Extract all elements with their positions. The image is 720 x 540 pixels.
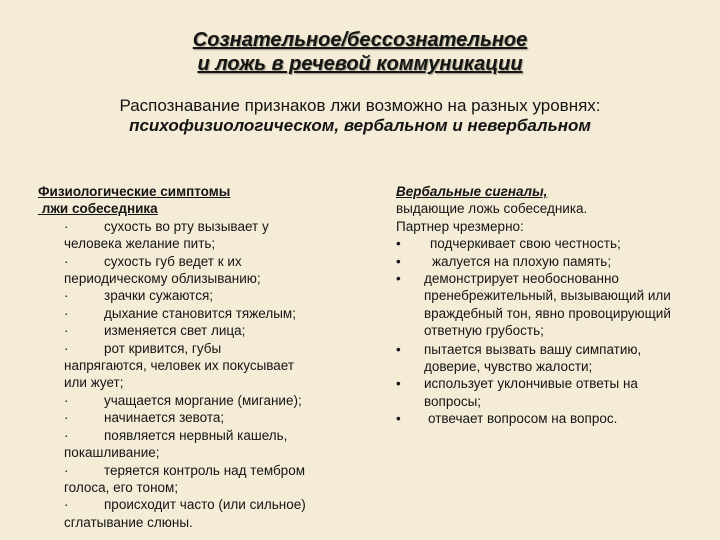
- verbal-signal-item: • подчеркивает свою честность;: [396, 236, 621, 252]
- symptom-line: · изменяется свет лица;: [64, 323, 246, 339]
- title-line-1: Сознательное/бессознательное: [192, 29, 528, 51]
- symptom-line: · происходит часто (или сильное): [64, 497, 306, 513]
- bullet-dot: ·: [64, 410, 69, 426]
- verbal-intro-line-1: выдающие ложь собеседника.: [396, 201, 588, 217]
- bullet-icon: •: [396, 411, 401, 427]
- verbal-signal-item: • жалуется на плохую память;: [396, 253, 612, 269]
- intro-line-1: Распознавание признаков лжи возможно на разных уровнях:: [119, 96, 601, 115]
- symptom-line: · учащается моргание (мигание);: [64, 392, 302, 408]
- bullet-dot: ·: [64, 253, 69, 269]
- verbal-signals-column: [396, 183, 696, 428]
- intro-text: [40, 96, 680, 136]
- intro-line-2: психофизиологическом, вербальном и невербальном: [129, 116, 591, 135]
- title-line-2: и ложь в речевой коммуникации: [197, 53, 523, 75]
- symptom-line: покашливание;: [64, 445, 160, 461]
- symptom-line: периодическому облизыванию;: [64, 271, 261, 287]
- bullet-dot: ·: [64, 497, 69, 513]
- symptom-line: сглатывание слюны.: [64, 514, 193, 530]
- verbal-intro-line-2: Партнер чрезмерно:: [396, 218, 524, 234]
- symptom-line: · зрачки сужаются;: [64, 288, 214, 304]
- symptom-line: или жует;: [64, 375, 124, 391]
- bullet-icon: •: [396, 253, 401, 269]
- symptom-line: · начинается зевота;: [64, 410, 225, 426]
- bullet-dot: ·: [64, 288, 69, 304]
- bullet-dot: ·: [64, 323, 69, 339]
- verbal-heading: Вербальные сигналы,: [396, 184, 548, 199]
- symptom-line: · появляется нервный кашель,: [64, 427, 288, 443]
- bullet-dot: ·: [64, 218, 69, 234]
- bullet-dot: ·: [64, 462, 69, 478]
- physiological-heading-line-2: лжи собеседника: [38, 201, 158, 217]
- symptom-line: · дыхание становится тяжелым;: [64, 305, 296, 321]
- symptom-line: человека желание пить;: [64, 236, 216, 252]
- bullet-icon: •: [396, 236, 401, 252]
- bullet-dot: ·: [64, 392, 69, 408]
- symptom-line: · теряется контроль над тембром: [64, 462, 305, 478]
- bullet-dot: ·: [64, 305, 69, 321]
- symptom-line: голоса, его тоном;: [64, 479, 179, 495]
- verbal-signal-item: • отвечает вопросом на вопрос.: [396, 411, 618, 427]
- physiological-heading-line-1: Физиологические симптомы: [38, 184, 231, 199]
- slide-title: [90, 28, 630, 76]
- verbal-signal-item: • пытается вызвать вашу симпатию, доверие, чувство жалости;: [396, 341, 642, 375]
- bullet-icon: •: [396, 271, 401, 287]
- symptom-line: · рот кривится, губы: [64, 340, 222, 356]
- bullet-icon: •: [396, 376, 401, 392]
- symptom-line: · сухость губ ведет к их: [64, 253, 242, 269]
- bullet-dot: ·: [64, 427, 69, 443]
- symptom-line: напрягаются, человек их покусывает: [64, 358, 295, 374]
- verbal-signal-item: • демонстрирует необоснованно пренебрежительный, вызывающий или враждебный тон, явно провоцирующий ответную грубость;: [396, 271, 671, 339]
- bullet-dot: ·: [64, 340, 69, 356]
- verbal-signal-item: • использует уклончивые ответы на вопросы;: [396, 376, 638, 409]
- bullet-icon: •: [396, 341, 401, 357]
- physiological-symptoms-column: [38, 183, 360, 531]
- symptom-line: · сухость во рту вызывает у: [64, 218, 269, 234]
